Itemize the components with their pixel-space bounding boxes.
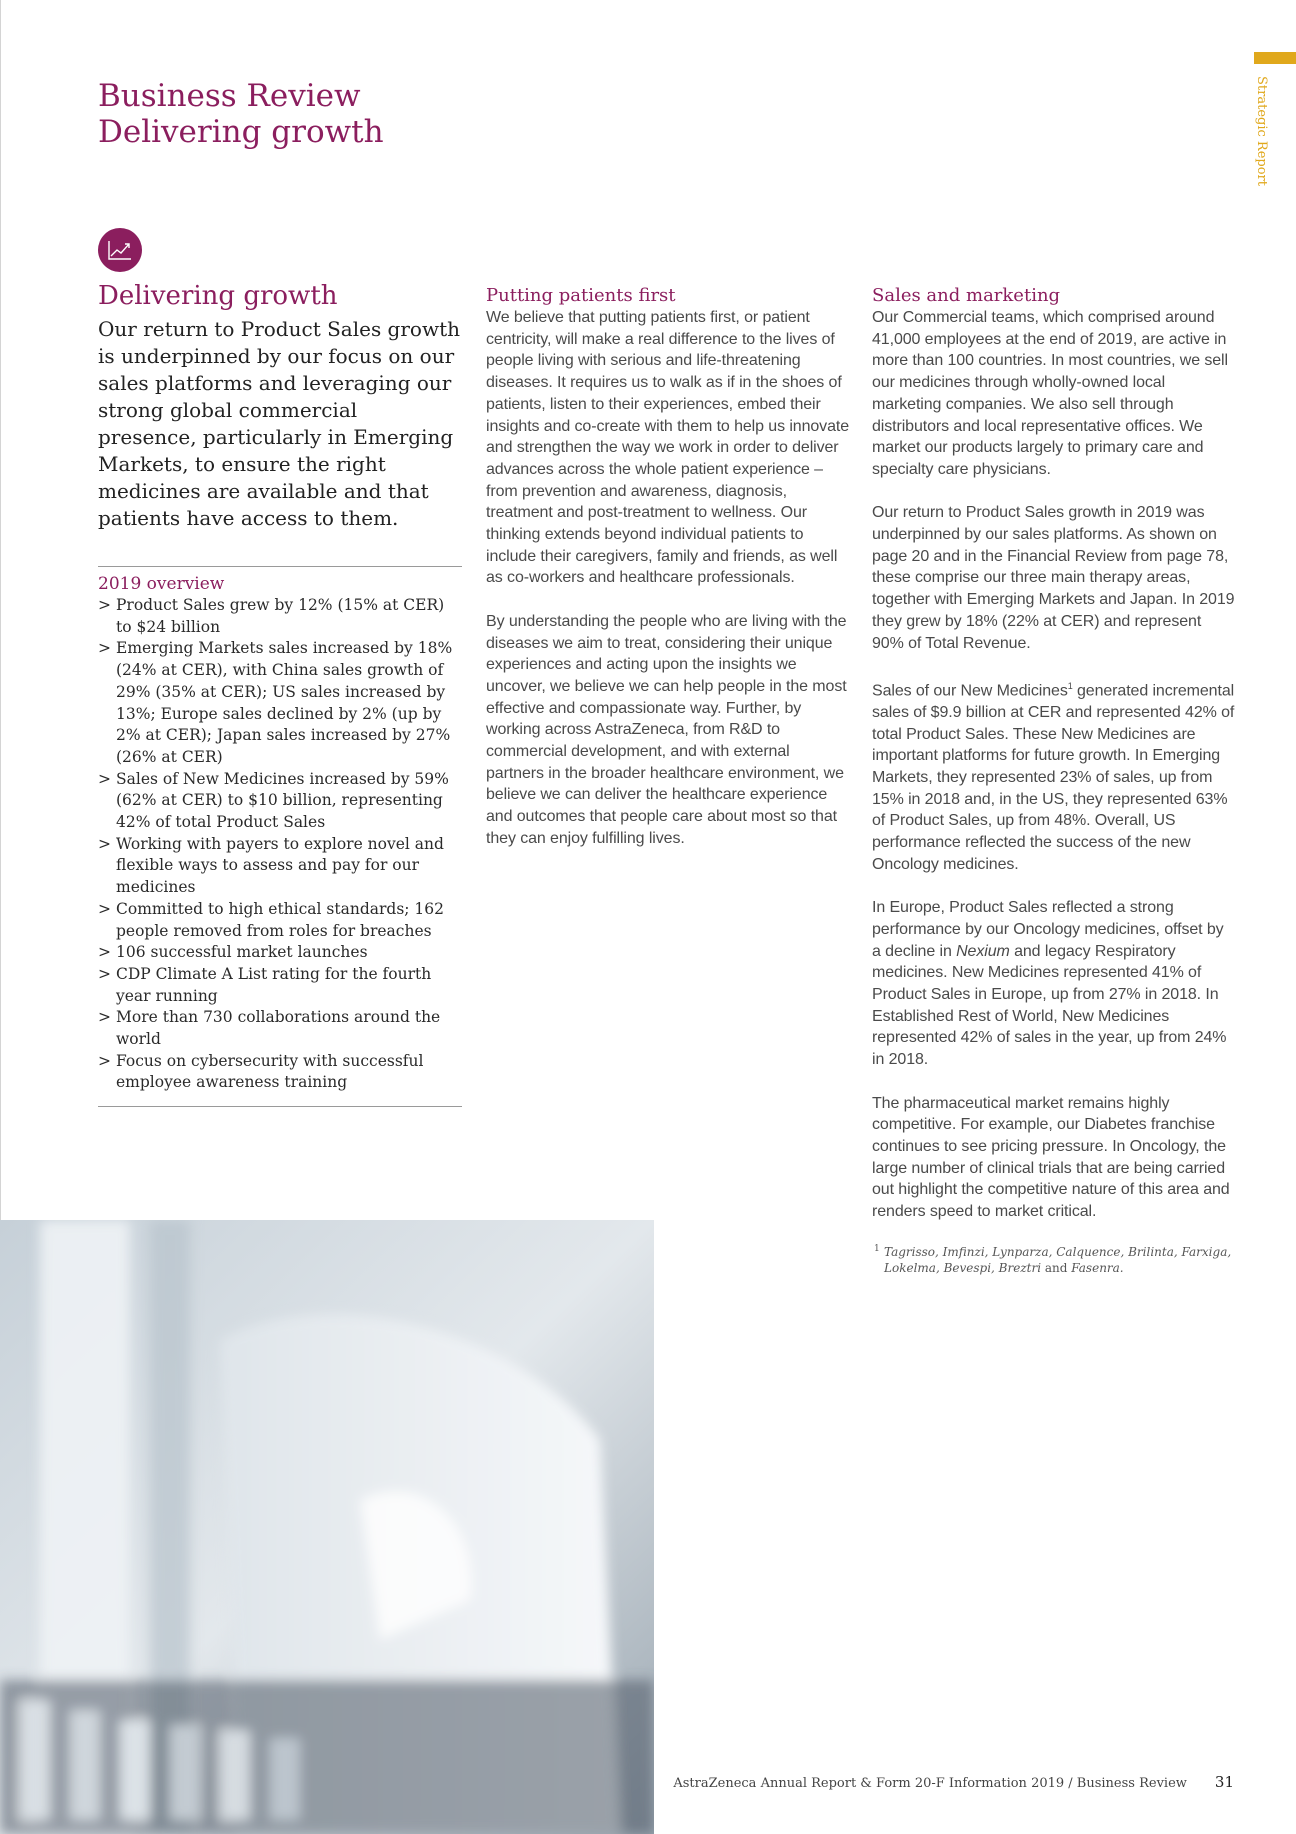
footer-text: AstraZeneca Annual Report & Form 20-F Information 2019 / Business Review (673, 1776, 1187, 1791)
footnote-conjunction: and (1041, 1261, 1072, 1276)
footnote-mark: 1 (874, 1244, 880, 1255)
overview-item: > Working with payers to explore novel and flexible ways to assess and pay for our medicines (98, 834, 462, 899)
intro-text: Our return to Product Sales growth is underpinned by our focus on our sales platforms and leveraging our strong global commercial presence, particularly in Emerging Markets, to ensure the right medicines are available and that patients have access to them. (98, 317, 461, 530)
overview-item: > Focus on cybersecurity with successful employee awareness training (98, 1051, 462, 1094)
footnote (872, 1244, 1236, 1276)
footnote-products: Fasenra. (1071, 1261, 1124, 1276)
patients-paragraph: We believe that putting patients first, or patient centricity, will make a real difference to the lives of people living with serious and life-threatening diseases. It requires us to walk as if in the shoes of patients, listen to their experiences, embed their insights and co-create with them to help us innovate and strengthen the way we work in order to deliver advances across the whole patient experience – from prevention and awareness, diagnosis, treatment and post-treatment to wellness. Our thinking extends beyond individual patients to include their caregivers, family and friends, as well as co-workers and healthcare professionals. (486, 309, 850, 587)
intro-title: Delivering growth (98, 281, 338, 311)
sales-paragraph (872, 897, 1236, 1071)
overview-list (98, 595, 462, 1094)
sales-paragraph: Our Commercial teams, which comprised around 41,000 employees at the end of 2019, are active in more than 100 countries. In most countries, we sell our medicines through wholly-owned local marketing companies. We also sell through distributors and local representative offices. We market our products largely to primary care and specialty care physicians. (872, 309, 1228, 478)
section-tab-label: Strategic Report (1254, 76, 1269, 186)
page-header (98, 78, 384, 150)
sales-text: In Europe, Product Sales reflected a strong performance by our Oncology medicines, offset by a decline in (872, 899, 1224, 960)
patients-paragraph: By understanding the people who are living with the diseases we aim to treat, considering their unique experiences and acting upon the insights we uncover, we believe we can help people in the most effective and compassionate way. Further, by working across AstraZeneca, from R&D to commercial development, and with external partners in the broader healthcare environment, we believe we can deliver the healthcare experience and outcomes that people care about most so that they can enjoy fulfilling lives. (486, 612, 847, 847)
trend-chart-icon (98, 228, 142, 272)
overview-item: > Product Sales grew by 12% (15% at CER) to $24 billion (98, 595, 462, 638)
page-subtitle: Delivering growth (98, 114, 384, 150)
intro-column (98, 280, 462, 1107)
overview-item: > 106 successful market launches (98, 942, 462, 964)
laboratory-photo (0, 1220, 654, 1834)
overview-item: > More than 730 collaborations around the world (98, 1007, 462, 1050)
footnote-reference: 1 (1067, 680, 1073, 691)
sales-paragraph (872, 676, 1236, 876)
patients-column (486, 285, 850, 871)
left-margin-rule (0, 0, 1, 1220)
page-number: 31 (1214, 1773, 1234, 1791)
sales-text: Sales of our New Medicines (872, 682, 1068, 700)
product-name: Nexium (956, 942, 1010, 960)
sales-paragraph: The pharmaceutical market remains highly competitive. For example, our Diabetes franchise continues to see pricing pressure. In Oncology, the large number of clinical trials that are being carried out highlight the competitive nature of this area and renders speed to market critical. (872, 1094, 1230, 1221)
sales-text: and legacy Respiratory medicines. New Medicines represented 41% of Product Sales in Europe, up from 27% in 2018. In Established Rest of World, New Medicines represented 42% of sales in the year, up from 24% in 2018. (872, 942, 1227, 1069)
overview-item: > Emerging Markets sales increased by 18% (24% at CER), with China sales growth of 29% (35% at CER); US sales increased by 13%; Europe sales declined by 2% (up by 2% at CER); Japan sales increased by 27% (26% at CER) (98, 638, 462, 768)
overview-item: > CDP Climate A List rating for the fourth year running (98, 964, 462, 1007)
overview-title: 2019 overview (98, 574, 225, 594)
overview-item: > Committed to high ethical standards; 162 people removed from roles for breaches (98, 899, 462, 942)
overview-box (98, 566, 462, 1107)
sales-section-title: Sales and marketing (872, 285, 1061, 306)
patients-section-title: Putting patients first (486, 285, 676, 306)
sales-column (872, 285, 1236, 1276)
footnote-products: Tagrisso, Imfinzi, Lynparza, Calquence, Brilinta, Farxiga, Lokelma, Bevespi, Breztri (884, 1245, 1232, 1276)
sales-paragraph: Our return to Product Sales growth in 2019 was underpinned by our sales platforms. As shown on page 20 and in the Financial Review from page 78, these comprise our three main therapy areas, together with Emerging Markets and Japan. In 2019 they grew by 18% (22% at CER) and represent 90% of Total Revenue. (872, 504, 1235, 652)
section-tab-marker (1254, 52, 1296, 64)
page-footer (673, 1773, 1234, 1791)
overview-item: > Sales of New Medicines increased by 59% (62% at CER) to $10 billion, representing 42% of total Product Sales (98, 769, 462, 834)
sales-text: generated incremental sales of $9.9 billion at CER and represented 42% of total Product Sales. These New Medicines are important platforms for future growth. In Emerging Markets, they represented 23% of sales, up from 15% in 2018 and, in the US, they represented 63% of Product Sales, up from 48%. Overall, US performance reflected the success of the new Oncology medicines. (872, 682, 1235, 873)
page-title: Business Review (98, 78, 361, 114)
